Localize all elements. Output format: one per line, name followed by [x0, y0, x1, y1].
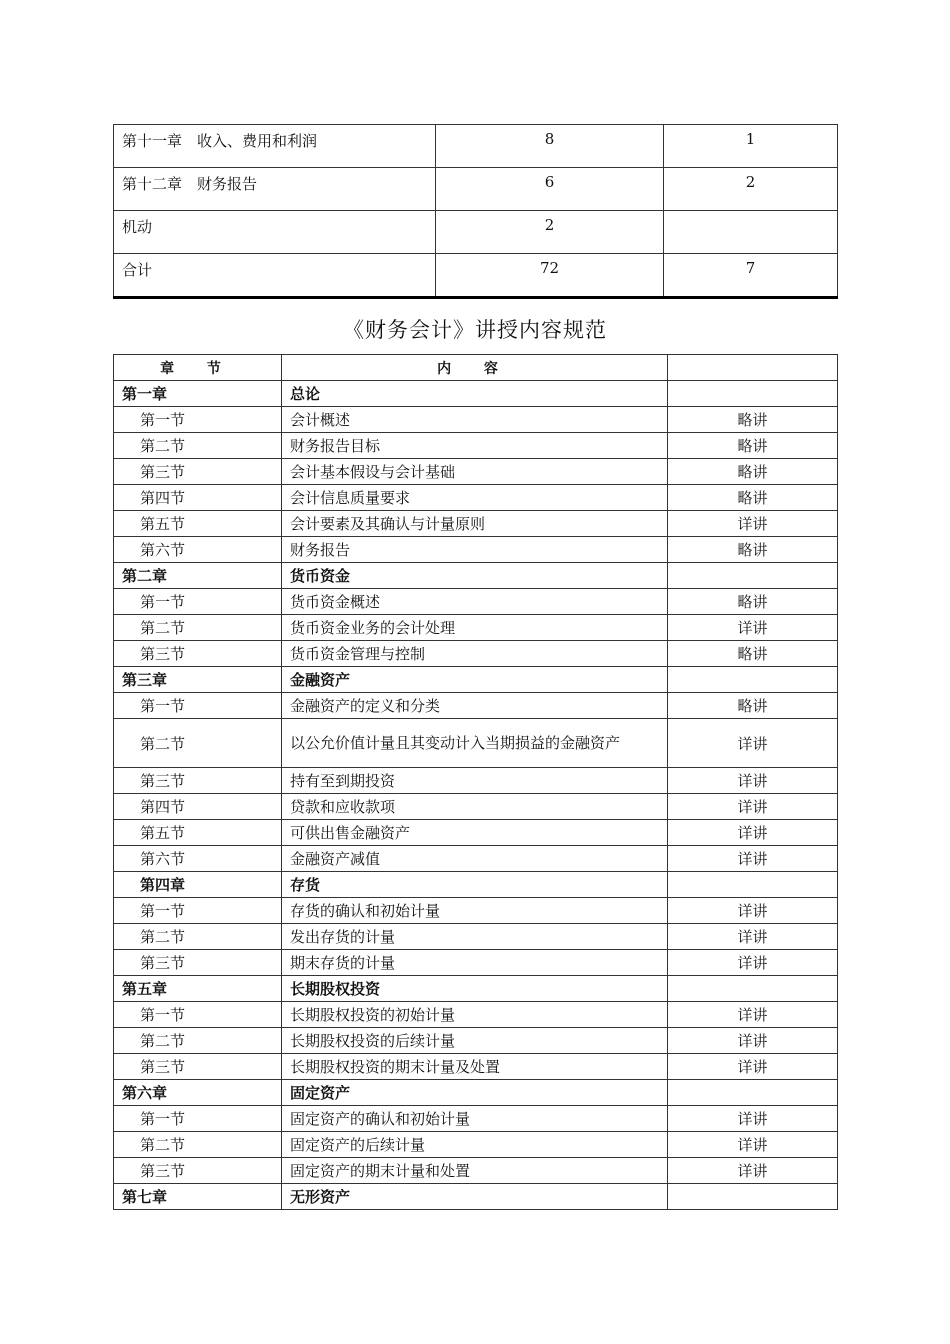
- teaching-level: 详讲: [668, 1028, 838, 1054]
- section-label: 第三节: [114, 1054, 282, 1080]
- teaching-level: 详讲: [668, 898, 838, 924]
- syllabus-table: [113, 354, 838, 1210]
- teaching-level: 略讲: [668, 641, 838, 667]
- document-title: 《财务会计》讲授内容规范: [343, 318, 607, 342]
- section-label: 第五节: [114, 820, 282, 846]
- teaching-level: [668, 381, 838, 407]
- section-row: [114, 898, 838, 924]
- section-label: 第一节: [114, 407, 282, 433]
- content-text: 无形资产: [282, 1184, 668, 1210]
- hours-chapter-cell: 第十二章 财务报告: [114, 168, 436, 211]
- section-row: [114, 1158, 838, 1184]
- section-label: 第二节: [114, 719, 282, 768]
- content-text: 长期股权投资: [282, 976, 668, 1002]
- teaching-level: 详讲: [668, 794, 838, 820]
- section-row: [114, 1028, 838, 1054]
- chapter-row: [114, 667, 838, 693]
- content-text: 货币资金: [282, 563, 668, 589]
- section-label: 第二章: [114, 563, 282, 589]
- teaching-level: 详讲: [668, 719, 838, 768]
- section-label: 第二节: [114, 924, 282, 950]
- content-text: 会计概述: [282, 407, 668, 433]
- section-row: [114, 1106, 838, 1132]
- content-text: 货币资金管理与控制: [282, 641, 668, 667]
- teaching-level: [668, 667, 838, 693]
- section-label: 第五节: [114, 511, 282, 537]
- teaching-level: 详讲: [668, 511, 838, 537]
- hours-row: [114, 168, 838, 211]
- hours-count-cell: 6: [436, 168, 664, 211]
- content-text: 存货: [282, 872, 668, 898]
- teaching-level: 详讲: [668, 615, 838, 641]
- content-text: 金融资产减值: [282, 846, 668, 872]
- teaching-level: [668, 976, 838, 1002]
- teaching-level: 详讲: [668, 1002, 838, 1028]
- content-text: 财务报告目标: [282, 433, 668, 459]
- content-text: 财务报告: [282, 537, 668, 563]
- hours-extra-cell: 1: [664, 125, 838, 168]
- section-row: [114, 950, 838, 976]
- hours-row: [114, 125, 838, 168]
- chapter-row: [114, 563, 838, 589]
- teaching-level: [668, 563, 838, 589]
- content-text: 总论: [282, 381, 668, 407]
- teaching-level: 详讲: [668, 1158, 838, 1184]
- content-text: 持有至到期投资: [282, 768, 668, 794]
- section-label: 第六章: [114, 1080, 282, 1106]
- content-text: 长期股权投资的初始计量: [282, 1002, 668, 1028]
- content-text: 长期股权投资的期末计量及处置: [282, 1054, 668, 1080]
- hours-table-body: [114, 125, 838, 298]
- section-row: [114, 537, 838, 563]
- hours-chapter-cell: 第十一章 收入、费用和利润: [114, 125, 436, 168]
- section-row: [114, 615, 838, 641]
- section-row: [114, 407, 838, 433]
- section-row: [114, 768, 838, 794]
- teaching-level: 详讲: [668, 924, 838, 950]
- teaching-level: 略讲: [668, 537, 838, 563]
- section-label: 第二节: [114, 1028, 282, 1054]
- section-row: [114, 511, 838, 537]
- teaching-level: 略讲: [668, 407, 838, 433]
- syllabus-table-body: [114, 355, 838, 1210]
- teaching-level: 略讲: [668, 485, 838, 511]
- section-label: 第六节: [114, 846, 282, 872]
- hours-count-cell: 2: [436, 211, 664, 254]
- teaching-level: 略讲: [668, 589, 838, 615]
- content-text: 固定资产的后续计量: [282, 1132, 668, 1158]
- teaching-level: 详讲: [668, 1132, 838, 1158]
- section-label: 第三章: [114, 667, 282, 693]
- syllabus-header-row: [114, 355, 838, 381]
- section-label: 第七章: [114, 1184, 282, 1210]
- hours-count-cell: 8: [436, 125, 664, 168]
- hours-count-cell: 72: [436, 254, 664, 298]
- content-text: 期末存货的计量: [282, 950, 668, 976]
- section-label: 第二节: [114, 615, 282, 641]
- section-row: [114, 641, 838, 667]
- teaching-level: 详讲: [668, 1054, 838, 1080]
- teaching-level: 略讲: [668, 459, 838, 485]
- content-text: 存货的确认和初始计量: [282, 898, 668, 924]
- section-label: 第三节: [114, 459, 282, 485]
- section-row: [114, 719, 838, 768]
- content-text: 货币资金概述: [282, 589, 668, 615]
- section-row: [114, 846, 838, 872]
- section-row: [114, 459, 838, 485]
- section-label: 第一节: [114, 1106, 282, 1132]
- header-content: 内 容: [282, 355, 668, 381]
- section-row: [114, 1002, 838, 1028]
- teaching-level: [668, 1184, 838, 1210]
- section-row: [114, 820, 838, 846]
- content-text: 固定资产的确认和初始计量: [282, 1106, 668, 1132]
- section-label: 第一节: [114, 589, 282, 615]
- teaching-level: 详讲: [668, 768, 838, 794]
- section-row: [114, 1132, 838, 1158]
- section-row: [114, 433, 838, 459]
- section-row: [114, 589, 838, 615]
- section-row: [114, 1054, 838, 1080]
- section-row: [114, 693, 838, 719]
- teaching-level: 详讲: [668, 820, 838, 846]
- section-label: 第三节: [114, 768, 282, 794]
- hours-extra-cell: 7: [664, 254, 838, 298]
- section-label: 第三节: [114, 641, 282, 667]
- hours-extra-cell: 2: [664, 168, 838, 211]
- content-text: 货币资金业务的会计处理: [282, 615, 668, 641]
- teaching-level: 略讲: [668, 433, 838, 459]
- section-label: 第四节: [114, 485, 282, 511]
- hours-extra-cell: [664, 211, 838, 254]
- teaching-level: [668, 1080, 838, 1106]
- chapter-row: [114, 381, 838, 407]
- content-text: 发出存货的计量: [282, 924, 668, 950]
- section-label: 第三节: [114, 950, 282, 976]
- content-text: 可供出售金融资产: [282, 820, 668, 846]
- content-text: 贷款和应收款项: [282, 794, 668, 820]
- hours-row: [114, 254, 838, 298]
- content-text: 会计基本假设与会计基础: [282, 459, 668, 485]
- header-section: 章 节: [114, 355, 282, 381]
- hours-chapter-cell: 合计: [114, 254, 436, 298]
- section-row: [114, 924, 838, 950]
- hours-row: [114, 211, 838, 254]
- chapter-row: [114, 976, 838, 1002]
- chapter-row: [114, 1080, 838, 1106]
- section-label: 第二节: [114, 1132, 282, 1158]
- hours-chapter-cell: 机动: [114, 211, 436, 254]
- teaching-level: 详讲: [668, 846, 838, 872]
- section-label: 第一节: [114, 1002, 282, 1028]
- section-row: [114, 485, 838, 511]
- teaching-level: 详讲: [668, 1106, 838, 1132]
- content-text: 固定资产: [282, 1080, 668, 1106]
- section-row: [114, 794, 838, 820]
- chapter-row: [114, 1184, 838, 1210]
- teaching-level: [668, 872, 838, 898]
- section-label: 第五章: [114, 976, 282, 1002]
- content-text: 以公允价值计量且其变动计入当期损益的金融资产: [282, 719, 668, 768]
- content-text: 长期股权投资的后续计量: [282, 1028, 668, 1054]
- teaching-level: 详讲: [668, 950, 838, 976]
- content-text: 固定资产的期末计量和处置: [282, 1158, 668, 1184]
- content-text: 金融资产的定义和分类: [282, 693, 668, 719]
- section-label: 第一节: [114, 693, 282, 719]
- header-level: [668, 355, 838, 381]
- content-text: 会计信息质量要求: [282, 485, 668, 511]
- section-label: 第二节: [114, 433, 282, 459]
- section-label: 第六节: [114, 537, 282, 563]
- content-text: 会计要素及其确认与计量原则: [282, 511, 668, 537]
- section-label: 第三节: [114, 1158, 282, 1184]
- hours-table: [113, 124, 838, 299]
- section-label: 第四节: [114, 794, 282, 820]
- teaching-level: 略讲: [668, 693, 838, 719]
- content-text: 金融资产: [282, 667, 668, 693]
- section-label: 第一章: [114, 381, 282, 407]
- section-label: 第四章: [114, 872, 282, 898]
- chapter-row: [114, 872, 838, 898]
- section-label: 第一节: [114, 898, 282, 924]
